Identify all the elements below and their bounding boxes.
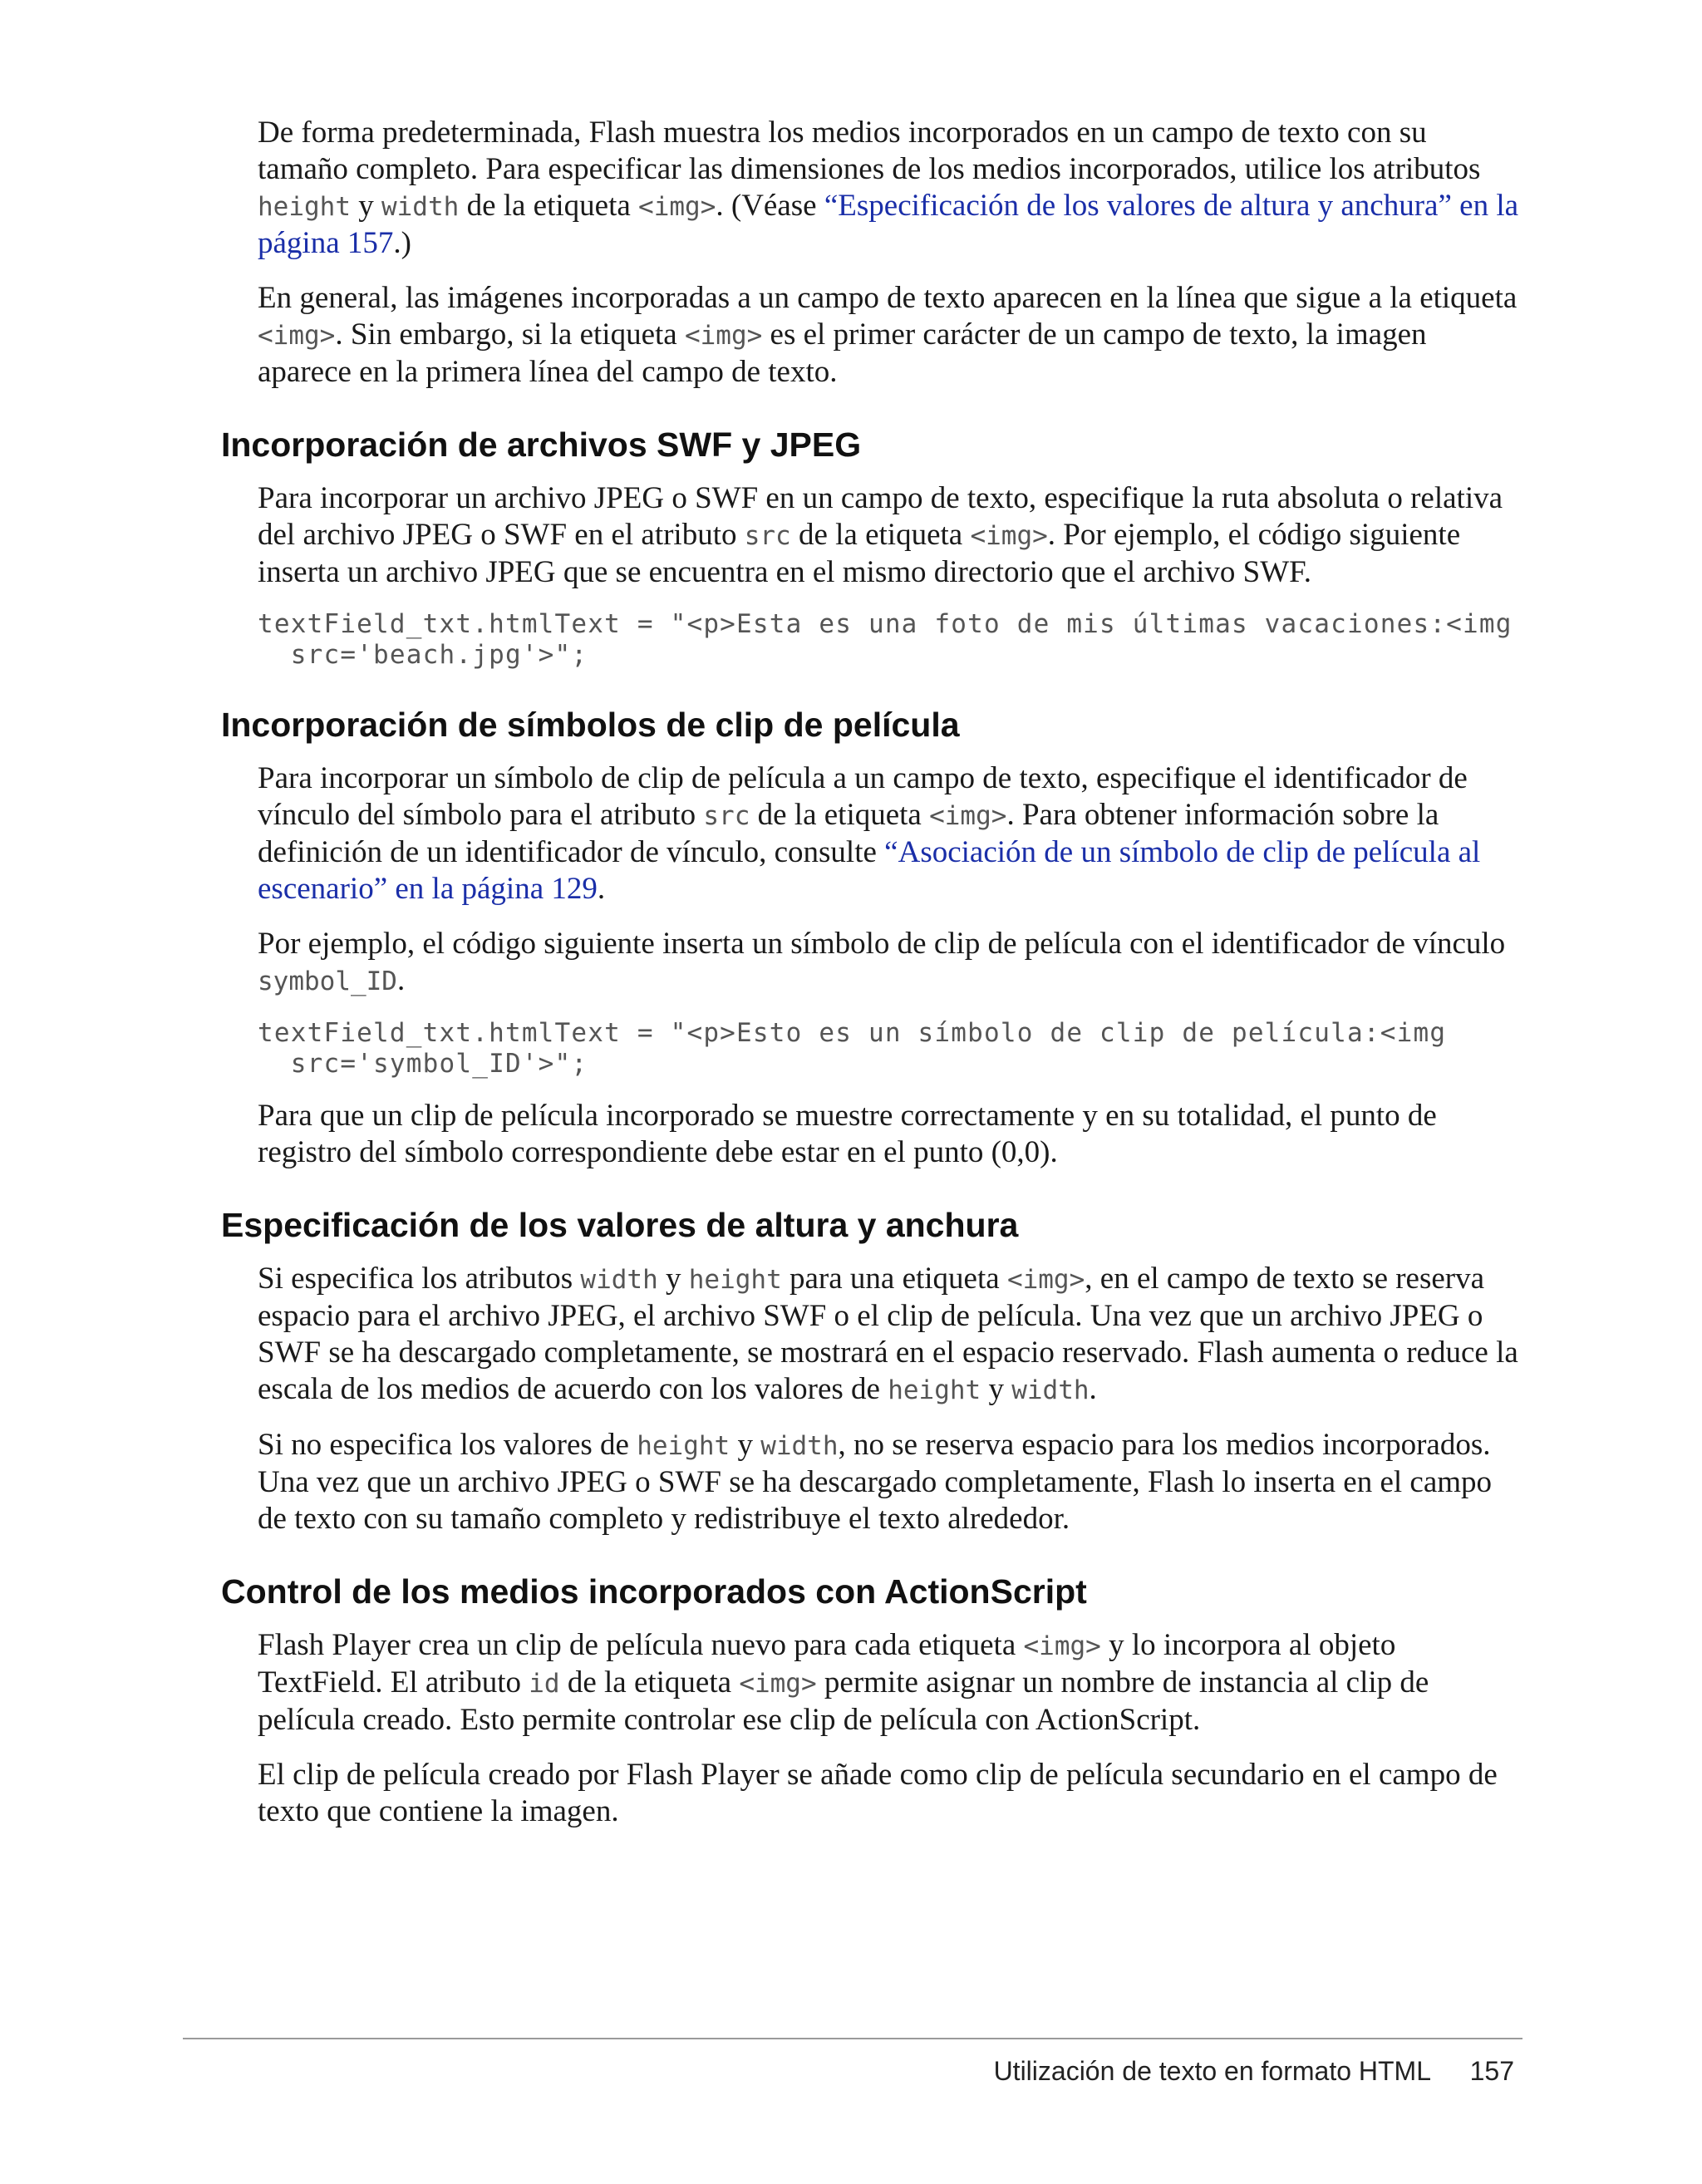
text: para una etiqueta bbox=[781, 1262, 1007, 1296]
code-inline: <img> bbox=[970, 521, 1048, 551]
text: y bbox=[730, 1428, 761, 1462]
code-inline: symbol_ID bbox=[258, 967, 397, 996]
paragraph-flash-player-clip bbox=[258, 1627, 1521, 1739]
paragraph-image-line bbox=[258, 280, 1521, 391]
text: es el primer carácter de un campo de texto, la imagen aparece en la primera línea del campo de texto. bbox=[258, 317, 1427, 389]
text: Por ejemplo, el código siguiente inserta un símbolo de clip de película con el identificador de vínculo bbox=[258, 927, 1506, 961]
code-block-beach: textField_txt.htmlText = "<p>Esta es una foto de mis últimas vacaciones:<img src='beach.jpg'>"; bbox=[258, 609, 1513, 670]
code-inline: width bbox=[760, 1431, 839, 1461]
text: .) bbox=[393, 226, 411, 260]
paragraph-registration-point: Para que un clip de película incorporado se muestre correctamente y en su totalidad, el punto de registro del símbolo correspondiente debe estar en el punto (0,0). bbox=[258, 1099, 1437, 1169]
code-inline: height bbox=[258, 192, 351, 222]
paragraph-child-clip: El clip de película creado por Flash Player se añade como clip de película secundario en el campo de texto que contiene la imagen. bbox=[258, 1758, 1498, 1828]
text: . (Véase bbox=[716, 189, 824, 223]
text: de la etiqueta bbox=[750, 798, 930, 832]
text: Si especifica los atributos bbox=[258, 1262, 581, 1296]
code-inline: width bbox=[580, 1265, 658, 1295]
footer-chapter-title: Utilización de texto en formato HTML bbox=[993, 2056, 1431, 2086]
code-block-symbol: textField_txt.htmlText = "<p>Esto es un símbolo de clip de película:<img src='symbol_ID'>"; bbox=[258, 1018, 1447, 1079]
code-inline: <img> bbox=[739, 1669, 817, 1699]
text: , en el campo de texto se reserva espacio para el archivo JPEG, el archivo SWF o el clip de película. Una vez que un archivo JPEG o SWF se ha descargado completamente, se mostrará en el espacio reservado. Flash aumenta o reduce la escala de los medios de acuerdo con los valores de bbox=[258, 1262, 1518, 1406]
text: . bbox=[396, 963, 406, 997]
code-inline: <img> bbox=[684, 321, 763, 351]
paragraph-width-height-unset bbox=[258, 1427, 1521, 1537]
text: y bbox=[350, 189, 381, 223]
heading-height-width: Especificación de los valores de altura y anchura bbox=[221, 1206, 1019, 1244]
text: Si no especifica los valores de bbox=[258, 1428, 637, 1462]
text: . Para obtener información sobre la definición de un identificador de vínculo, consulte bbox=[258, 798, 1439, 869]
code-inline: src bbox=[703, 801, 750, 831]
text: . bbox=[1089, 1372, 1097, 1406]
xref-link-altura-anchura[interactable]: “Especificación de los valores de altura y anchura” en la página 157 bbox=[258, 189, 1519, 260]
page-content bbox=[221, 115, 1521, 1848]
footer-divider bbox=[183, 2038, 1522, 2039]
code-inline: src bbox=[744, 521, 791, 551]
text: , no se reserva espacio para los medios incorporados. Una vez que un archivo JPEG o SWF se ha descargado completamente, Flash lo inserta en el campo de texto con su tamaño completo y redistribuye el texto alrededor. bbox=[258, 1428, 1493, 1536]
text: de la etiqueta bbox=[790, 518, 971, 552]
paragraph-example-symbol bbox=[258, 926, 1521, 1000]
heading-swf-jpeg: Incorporación de archivos SWF y JPEG bbox=[221, 425, 862, 464]
text: Para incorporar un símbolo de clip de película a un campo de texto, especifique el identificador de vínculo del símbolo para el atributo bbox=[258, 761, 1468, 832]
paragraph-swf-jpeg bbox=[258, 480, 1521, 591]
code-inline: <img> bbox=[258, 321, 336, 351]
paragraph-width-height-set bbox=[258, 1261, 1521, 1409]
text: de la etiqueta bbox=[559, 1665, 740, 1699]
text: permite asignar un nombre de instancia al clip de película creado. Esto permite controlar ese clip de película con ActionScript. bbox=[258, 1665, 1429, 1737]
text: Flash Player crea un clip de película nuevo para cada etiqueta bbox=[258, 1628, 1024, 1662]
text: y bbox=[981, 1372, 1012, 1406]
heading-actionscript-control: Control de los medios incorporados con ActionScript bbox=[221, 1572, 1087, 1611]
text: Para incorporar un archivo JPEG o SWF en un campo de texto, especifique la ruta absoluta o relativa del archivo JPEG o SWF en el atributo bbox=[258, 481, 1503, 552]
page-number: 157 bbox=[1469, 2056, 1514, 2086]
code-inline: <img> bbox=[638, 192, 716, 222]
text: de la etiqueta bbox=[459, 189, 639, 223]
code-inline: <img> bbox=[1023, 1631, 1101, 1661]
text: . Por ejemplo, el código siguiente inserta un archivo JPEG que se encuentra en el mismo directorio que el archivo SWF. bbox=[258, 518, 1461, 589]
text: y bbox=[657, 1262, 689, 1296]
text: . bbox=[597, 872, 606, 906]
code-inline: height bbox=[688, 1265, 782, 1295]
code-inline: width bbox=[1011, 1375, 1090, 1405]
code-inline: width bbox=[381, 192, 460, 222]
code-inline: <img> bbox=[1006, 1265, 1085, 1295]
paragraph-movie-clip bbox=[258, 760, 1521, 908]
text: y lo incorpora al objeto TextField. El atributo bbox=[258, 1628, 1396, 1699]
text: En general, las imágenes incorporadas a un campo de texto aparecen en la línea que sigue a la etiqueta bbox=[258, 281, 1518, 315]
xref-link-asociacion-simbolo[interactable]: “Asociación de un símbolo de clip de película al escenario” en la página 129 bbox=[258, 835, 1481, 906]
code-inline: height bbox=[637, 1431, 730, 1461]
paragraph-media-size bbox=[258, 115, 1521, 262]
code-inline: id bbox=[529, 1669, 560, 1699]
code-inline: height bbox=[888, 1375, 981, 1405]
text: De forma predeterminada, Flash muestra los medios incorporados en un campo de texto con su tamaño completo. Para especificar las dimensiones de los medios incorporados, utilice los atributos bbox=[258, 116, 1481, 186]
heading-movie-clip: Incorporación de símbolos de clip de película bbox=[221, 706, 960, 744]
code-inline: <img> bbox=[929, 801, 1007, 831]
text: . Sin embargo, si la etiqueta bbox=[335, 317, 685, 352]
